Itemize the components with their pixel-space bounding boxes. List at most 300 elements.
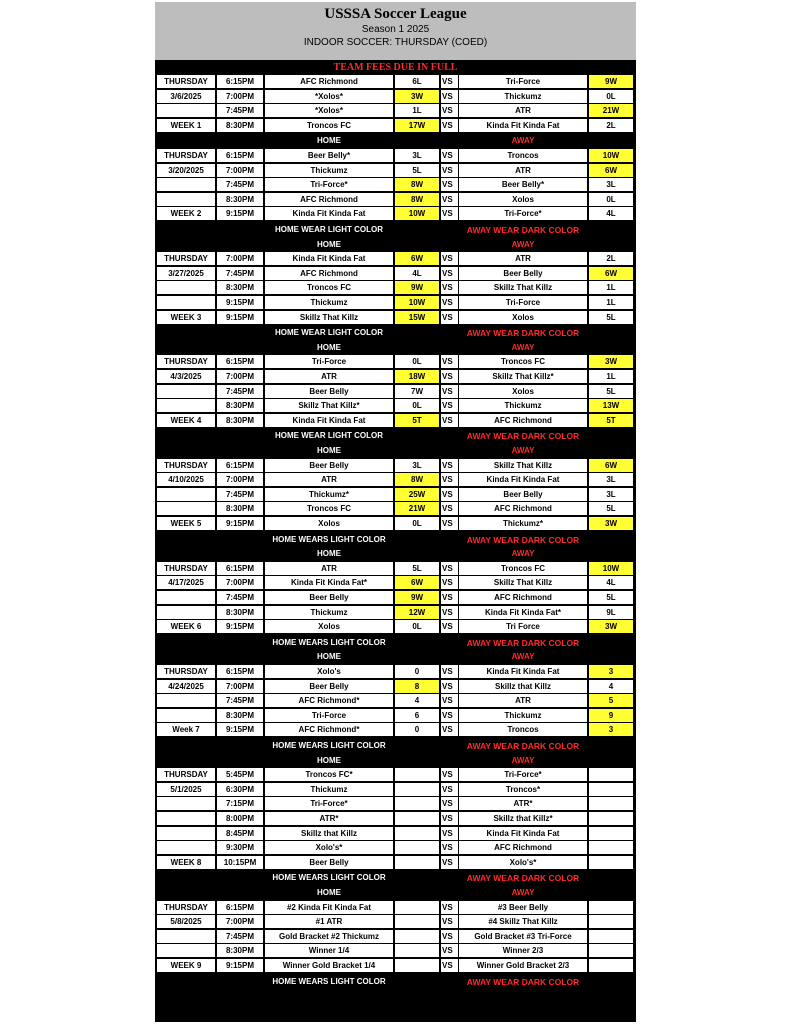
vs-label: VS — [441, 591, 458, 604]
away-team: Thickumz — [459, 90, 587, 103]
home-score: 8W — [395, 193, 439, 206]
vs-label: VS — [441, 915, 458, 928]
home-score — [395, 944, 439, 957]
game-time: 7:45PM — [217, 930, 263, 943]
game-row — [155, 473, 636, 487]
away-wear-label: AWAY WEAR DARK COLOR — [466, 225, 580, 235]
day-cell — [157, 827, 215, 840]
week-day: THURSDAY — [157, 768, 215, 781]
game-row — [155, 164, 636, 178]
away-score — [589, 797, 633, 810]
game-time: 8:45PM — [217, 827, 263, 840]
game-row — [155, 812, 636, 826]
vs-label: VS — [441, 75, 458, 88]
game-time: 6:15PM — [217, 75, 263, 88]
home-team: #1 ATR — [265, 915, 393, 928]
home-score: 9W — [395, 281, 439, 294]
away-score: 21W — [589, 104, 633, 117]
home-team: Thickumz — [265, 783, 393, 796]
vs-label: VS — [441, 856, 458, 869]
week-date: 3/6/2025 — [157, 90, 215, 103]
home-score: 15W — [395, 311, 439, 324]
home-wear-label: HOME WEARS LIGHT COLOR — [272, 637, 386, 647]
away-score — [589, 768, 633, 781]
vs-label: VS — [441, 502, 458, 515]
game-time: 6:15PM — [217, 901, 263, 914]
away-wear-label: AWAY WEAR DARK COLOR — [466, 328, 580, 339]
away-score: 3L — [589, 473, 633, 486]
vs-label: VS — [441, 267, 458, 280]
away-team: Kinda Fit Kinda Fat — [459, 827, 587, 840]
vs-label: VS — [441, 562, 458, 575]
vs-label: VS — [441, 901, 458, 914]
vs-label: VS — [441, 355, 458, 368]
game-row — [155, 207, 636, 221]
game-row — [155, 841, 636, 855]
game-row — [155, 591, 636, 605]
game-time: 7:45PM — [217, 591, 263, 604]
home-team: Thickumz — [265, 296, 393, 309]
away-team: AFC Richmond — [459, 414, 587, 427]
away-score: 3L — [589, 488, 633, 501]
game-time: 9:15PM — [217, 207, 263, 220]
away-score: 9 — [589, 709, 633, 722]
week-label: WEEK 2 — [157, 207, 215, 220]
game-row — [155, 620, 636, 634]
game-row — [155, 119, 636, 133]
week-date: 4/3/2025 — [157, 370, 215, 383]
game-time: 6:15PM — [217, 562, 263, 575]
home-score: 10W — [395, 207, 439, 220]
game-row — [155, 75, 636, 89]
vs-label: VS — [441, 665, 458, 678]
day-cell — [157, 296, 215, 309]
away-team: Xolo's* — [459, 856, 587, 869]
home-score: 4 — [395, 694, 439, 707]
day-cell — [157, 178, 215, 191]
game-row — [155, 355, 636, 369]
home-team: Tri-Force — [265, 709, 393, 722]
home-team: Thickumz — [265, 606, 393, 619]
home-team: Kinda Fit Kinda Fat* — [265, 576, 393, 589]
vs-label: VS — [441, 709, 458, 722]
week-label: WEEK 9 — [157, 959, 215, 972]
away-wear-label: AWAY WEAR DARK COLOR — [466, 534, 580, 545]
game-time: 7:00PM — [217, 473, 263, 486]
away-score: 5T — [589, 414, 633, 427]
away-team: Troncos* — [459, 783, 587, 796]
home-header: HOME — [317, 755, 341, 765]
home-team: Winner Gold Bracket 1/4 — [265, 959, 393, 972]
home-away-header — [155, 886, 636, 900]
vs-label: VS — [441, 517, 458, 530]
game-row — [155, 502, 636, 516]
game-row — [155, 901, 636, 915]
home-score — [395, 768, 439, 781]
week-day: THURSDAY — [157, 75, 215, 88]
vs-label: VS — [441, 606, 458, 619]
home-header: HOME — [317, 239, 341, 249]
fees-notice: TEAM FEES DUE IN FULL — [333, 62, 458, 73]
home-score — [395, 915, 439, 928]
home-away-header — [155, 238, 636, 252]
home-away-header — [155, 754, 636, 768]
home-team: Troncos FC — [265, 281, 393, 294]
home-team: Winner 1/4 — [265, 944, 393, 957]
away-team: Thickumz — [459, 709, 587, 722]
home-team: Xolo's — [265, 665, 393, 678]
home-score: 3L — [395, 459, 439, 472]
home-team: Kinda Fit Kinda Fat — [265, 207, 393, 220]
away-team: Troncos FC — [459, 355, 587, 368]
wear-color-row — [155, 636, 636, 650]
home-score: 18W — [395, 370, 439, 383]
vs-label: VS — [441, 841, 458, 854]
home-team: Gold Bracket #2 Thickumz — [265, 930, 393, 943]
away-team: Skillz That Killz* — [459, 370, 587, 383]
home-team: AFC Richmond* — [265, 694, 393, 707]
home-team: ATR* — [265, 812, 393, 825]
vs-label: VS — [441, 119, 458, 132]
vs-label: VS — [441, 783, 458, 796]
home-team: Thickumz — [265, 164, 393, 177]
home-header: HOME — [317, 888, 341, 897]
home-score: 0 — [395, 723, 439, 736]
game-row — [155, 414, 636, 428]
game-row — [155, 930, 636, 944]
away-score: 1L — [589, 296, 633, 309]
week-day: THURSDAY — [157, 252, 215, 265]
game-time: 7:15PM — [217, 797, 263, 810]
vs-label: VS — [441, 296, 458, 309]
vs-label: VS — [441, 459, 458, 472]
wear-color-row — [155, 739, 636, 753]
game-time: 6:15PM — [217, 355, 263, 368]
home-score: 4L — [395, 267, 439, 280]
away-team: AFC Richmond — [459, 841, 587, 854]
home-team: Tri-Force* — [265, 178, 393, 191]
away-team: Kinda Fit Kinda Fat — [459, 665, 587, 678]
schedule-sheet — [155, 2, 636, 1022]
day-cell — [157, 104, 215, 117]
vs-label: VS — [441, 149, 458, 162]
home-team: Xolos — [265, 517, 393, 530]
home-score: 17W — [395, 119, 439, 132]
home-score — [395, 901, 439, 914]
home-score — [395, 959, 439, 972]
game-time: 8:30PM — [217, 281, 263, 294]
game-time: 6:15PM — [217, 149, 263, 162]
home-team: Tri-Force* — [265, 797, 393, 810]
home-score: 8W — [395, 178, 439, 191]
game-row — [155, 385, 636, 399]
home-away-header — [155, 134, 636, 148]
home-team: AFC Richmond — [265, 75, 393, 88]
home-score: 5T — [395, 414, 439, 427]
game-row — [155, 193, 636, 207]
away-score — [589, 959, 633, 972]
home-score — [395, 841, 439, 854]
home-team: Beer Belly — [265, 459, 393, 472]
game-row — [155, 459, 636, 473]
vs-label: VS — [441, 370, 458, 383]
week-day: THURSDAY — [157, 355, 215, 368]
away-team: #3 Beer Belly — [459, 901, 587, 914]
day-cell — [157, 930, 215, 943]
day-cell — [157, 488, 215, 501]
home-team: Beer Belly — [265, 591, 393, 604]
away-score: 2L — [589, 119, 633, 132]
home-header: HOME — [317, 549, 341, 559]
game-time: 8:30PM — [217, 399, 263, 412]
vs-label: VS — [441, 488, 458, 501]
away-team: Beer Belly* — [459, 178, 587, 191]
vs-label: VS — [441, 944, 458, 957]
away-score — [589, 812, 633, 825]
home-away-header — [155, 444, 636, 458]
away-header: AWAY — [511, 342, 535, 352]
day-cell — [157, 709, 215, 722]
away-team: ATR* — [459, 797, 587, 810]
vs-label: VS — [441, 399, 458, 412]
game-row — [155, 944, 636, 958]
home-team: Xolos — [265, 620, 393, 633]
away-team: Troncos — [459, 723, 587, 736]
away-wear-label: AWAY WEAR DARK COLOR — [466, 873, 580, 884]
home-team: ATR — [265, 562, 393, 575]
home-score — [395, 827, 439, 840]
game-time: 9:30PM — [217, 841, 263, 854]
week-date: 4/10/2025 — [157, 473, 215, 486]
day-cell — [157, 281, 215, 294]
vs-label: VS — [441, 930, 458, 943]
home-team: Kinda Fit Kinda Fat — [265, 414, 393, 427]
league-subtitle: INDOOR SOCCER: THURSDAY (COED) — [303, 37, 488, 48]
game-row — [155, 311, 636, 325]
away-team: Gold Bracket #3 Tri-Force — [459, 930, 587, 943]
week-date: 3/27/2025 — [157, 267, 215, 280]
away-score: 5L — [589, 385, 633, 398]
game-row — [155, 296, 636, 310]
wear-color-row — [155, 533, 636, 547]
game-time: 9:15PM — [217, 517, 263, 530]
home-team: Tri-Force — [265, 355, 393, 368]
home-team: Troncos FC* — [265, 768, 393, 781]
day-cell — [157, 841, 215, 854]
home-score: 8 — [395, 680, 439, 693]
day-cell — [157, 944, 215, 957]
away-score: 9W — [589, 75, 633, 88]
home-score: 7W — [395, 385, 439, 398]
vs-label: VS — [441, 694, 458, 707]
week-day: THURSDAY — [157, 459, 215, 472]
vs-label: VS — [441, 164, 458, 177]
vs-label: VS — [441, 414, 458, 427]
away-wear-label: AWAY WEAR DARK COLOR — [466, 741, 580, 751]
away-team: Thickumz* — [459, 517, 587, 530]
game-time: 8:30PM — [217, 119, 263, 132]
away-header: AWAY — [511, 549, 535, 559]
home-wear-label: HOME WEARS LIGHT COLOR — [272, 534, 386, 544]
away-team: ATR — [459, 694, 587, 707]
away-score: 5L — [589, 311, 633, 324]
day-cell — [157, 385, 215, 398]
home-score — [395, 783, 439, 796]
game-time: 7:45PM — [217, 104, 263, 117]
away-score — [589, 783, 633, 796]
week-label: WEEK 3 — [157, 311, 215, 324]
home-team: ATR — [265, 473, 393, 486]
vs-label: VS — [441, 959, 458, 972]
vs-label: VS — [441, 680, 458, 693]
home-score: 6W — [395, 576, 439, 589]
away-score: 3L — [589, 178, 633, 191]
home-header: HOME — [317, 342, 341, 352]
away-wear-label: AWAY WEAR DARK COLOR — [466, 976, 580, 987]
home-away-header — [155, 341, 636, 355]
vs-label: VS — [441, 252, 458, 265]
away-score: 4 — [589, 680, 633, 693]
away-score: 5 — [589, 694, 633, 707]
vs-label: VS — [441, 281, 458, 294]
game-row — [155, 517, 636, 531]
home-team: Kinda Fit Kinda Fat — [265, 252, 393, 265]
away-team: Tri-Force — [459, 296, 587, 309]
home-wear-label: HOME WEARS LIGHT COLOR — [272, 976, 386, 986]
home-team: Xolo's* — [265, 841, 393, 854]
away-score: 6W — [589, 164, 633, 177]
day-cell — [157, 399, 215, 412]
vs-label: VS — [441, 576, 458, 589]
game-row — [155, 281, 636, 295]
week-day: THURSDAY — [157, 149, 215, 162]
away-team: #4 Skillz That Killz — [459, 915, 587, 928]
game-row — [155, 680, 636, 694]
home-score: 0L — [395, 399, 439, 412]
away-header: AWAY — [511, 136, 535, 146]
away-score: 5L — [589, 591, 633, 604]
home-team: Beer Belly — [265, 385, 393, 398]
away-team: Winner Gold Bracket 2/3 — [459, 959, 587, 972]
vs-label: VS — [441, 827, 458, 840]
home-away-header — [155, 547, 636, 561]
day-cell — [157, 502, 215, 515]
day-cell — [157, 694, 215, 707]
vs-label: VS — [441, 473, 458, 486]
game-row — [155, 665, 636, 679]
game-time: 7:00PM — [217, 90, 263, 103]
game-row — [155, 768, 636, 782]
wear-color-row — [155, 223, 636, 237]
away-team: ATR — [459, 164, 587, 177]
game-time: 8:30PM — [217, 414, 263, 427]
home-score: 3L — [395, 149, 439, 162]
game-time: 7:00PM — [217, 164, 263, 177]
home-score: 3W — [395, 90, 439, 103]
away-score: 10W — [589, 562, 633, 575]
league-title: USSSA Soccer League — [324, 6, 467, 22]
away-header: AWAY — [511, 652, 535, 662]
home-score: 6 — [395, 709, 439, 722]
away-team: Kinda Fit Kinda Fat — [459, 119, 587, 132]
week-label: WEEK 5 — [157, 517, 215, 530]
away-score: 3 — [589, 665, 633, 678]
home-score: 1L — [395, 104, 439, 117]
away-score: 3 — [589, 723, 633, 736]
home-wear-label: HOME WEAR LIGHT COLOR — [275, 328, 383, 338]
away-team: Troncos FC — [459, 562, 587, 575]
home-team: Troncos FC — [265, 502, 393, 515]
away-team: AFC Richmond — [459, 502, 587, 515]
game-time: 7:45PM — [217, 488, 263, 501]
week-label: WEEK 8 — [157, 856, 215, 869]
home-team: Skillz That Killz — [265, 311, 393, 324]
home-score — [395, 930, 439, 943]
away-team: Tri-Force* — [459, 207, 587, 220]
game-time: 7:00PM — [217, 680, 263, 693]
home-score: 6W — [395, 252, 439, 265]
away-score: 5L — [589, 502, 633, 515]
week-label: Week 7 — [157, 723, 215, 736]
home-score — [395, 797, 439, 810]
vs-label: VS — [441, 207, 458, 220]
vs-label: VS — [441, 90, 458, 103]
game-time: 7:45PM — [217, 267, 263, 280]
game-row — [155, 178, 636, 192]
home-team: *Xolos* — [265, 104, 393, 117]
away-score: 0L — [589, 90, 633, 103]
season-label: Season 1 2025 — [361, 24, 430, 35]
game-row — [155, 783, 636, 797]
away-team: Tri-Force — [459, 75, 587, 88]
away-score — [589, 841, 633, 854]
home-score: 0L — [395, 620, 439, 633]
away-team: Skillz That Killz — [459, 459, 587, 472]
away-team: Beer Belly — [459, 488, 587, 501]
game-time: 6:30PM — [217, 783, 263, 796]
day-cell — [157, 797, 215, 810]
away-team: Skillz That Killz — [459, 281, 587, 294]
away-team: Kinda Fit Kinda Fat — [459, 473, 587, 486]
game-time: 9:15PM — [217, 723, 263, 736]
week-day: THURSDAY — [157, 562, 215, 575]
away-score: 9L — [589, 606, 633, 619]
game-time: 7:00PM — [217, 252, 263, 265]
home-score: 0L — [395, 517, 439, 530]
game-time: 10:15PM — [217, 856, 263, 869]
away-team: Kinda Fit Kinda Fat* — [459, 606, 587, 619]
home-team: #2 Kinda Fit Kinda Fat — [265, 901, 393, 914]
game-row — [155, 797, 636, 811]
home-score: 8W — [395, 473, 439, 486]
game-time: 8:30PM — [217, 502, 263, 515]
away-team: ATR — [459, 104, 587, 117]
week-date: 5/1/2025 — [157, 783, 215, 796]
away-team: Xolos — [459, 385, 587, 398]
away-score: 1L — [589, 370, 633, 383]
home-wear-label: HOME WEARS LIGHT COLOR — [272, 873, 386, 883]
away-score: 13W — [589, 399, 633, 412]
week-label: WEEK 1 — [157, 119, 215, 132]
vs-label: VS — [441, 812, 458, 825]
vs-label: VS — [441, 797, 458, 810]
vs-label: VS — [441, 620, 458, 633]
game-time: 8:30PM — [217, 606, 263, 619]
away-score: 0L — [589, 193, 633, 206]
game-time: 7:45PM — [217, 694, 263, 707]
home-team: Thickumz* — [265, 488, 393, 501]
wear-color-row — [155, 871, 636, 885]
